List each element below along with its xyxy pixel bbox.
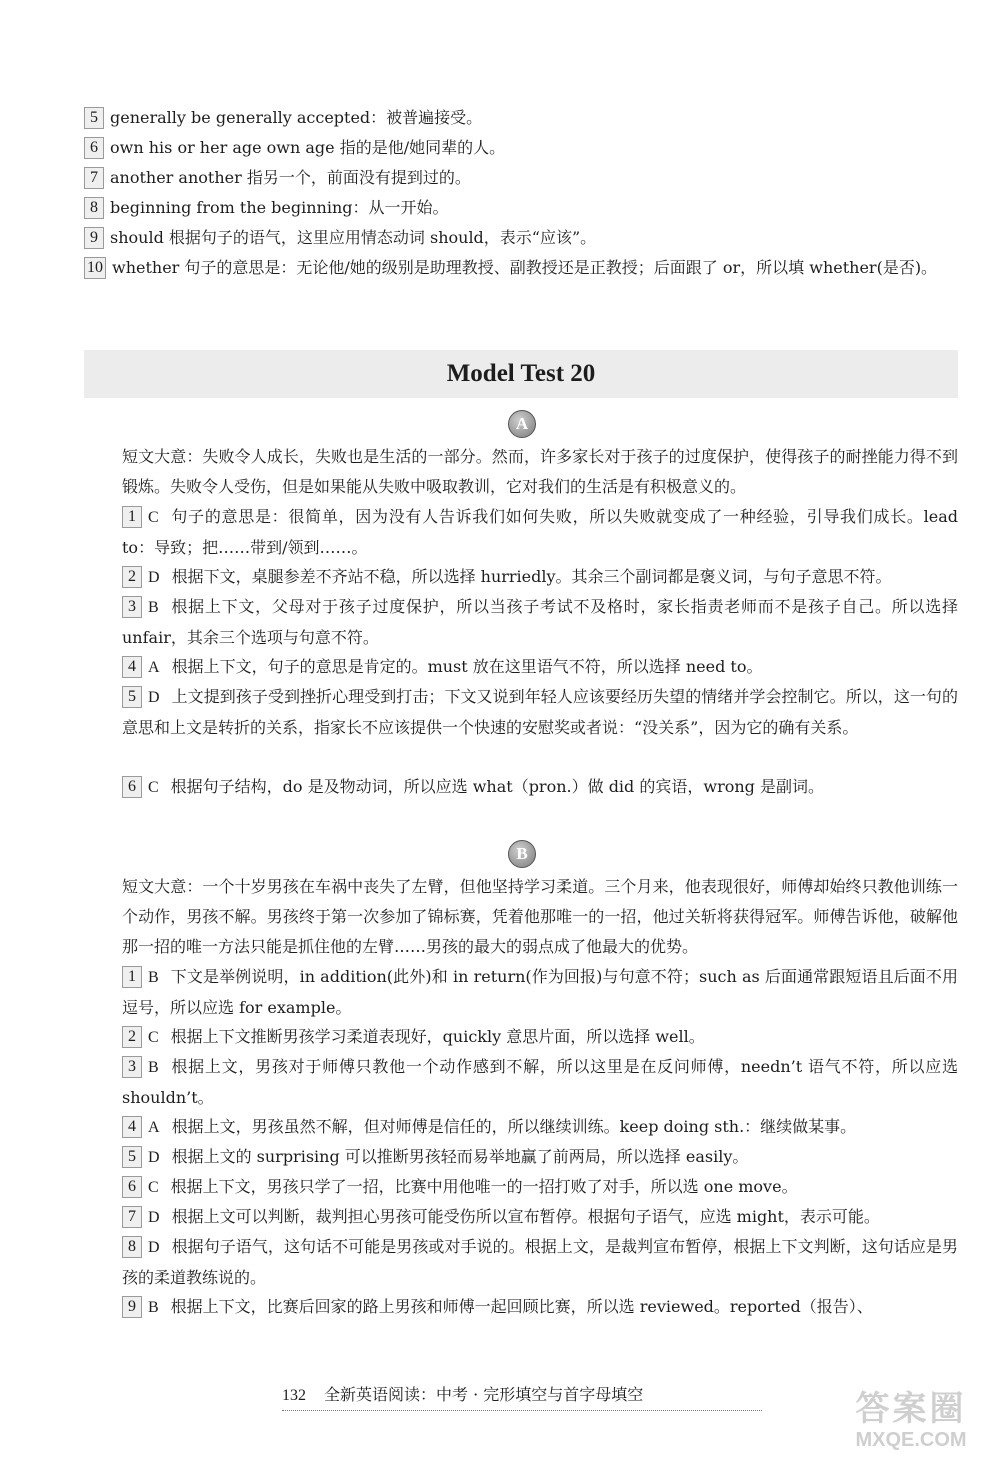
item-text: 根据上下文，男孩只学了一招，比赛中用他唯一的一招打败了对手，所以选 one move。 bbox=[170, 1177, 798, 1196]
top-item-6 bbox=[84, 133, 958, 163]
item-answer: C bbox=[148, 1179, 159, 1196]
item-answer: D bbox=[148, 1149, 160, 1166]
section-a-item bbox=[84, 652, 958, 683]
item-number: 10 bbox=[84, 257, 106, 279]
section-b-badge: B bbox=[508, 840, 536, 868]
item-text: 根据下文，桌腿参差不齐站不稳，所以选择 hurriedly。其余三个副词都是褒义词，与句子意思不符。 bbox=[171, 567, 892, 586]
item-number: 5 bbox=[84, 107, 104, 129]
item-text: 根据上下文，比赛后回家的路上男孩和师傅一起回顾比赛，所以选 reviewed。reported（报告）、 bbox=[170, 1297, 873, 1316]
item-answer: D bbox=[148, 1239, 160, 1256]
section-b-summary bbox=[84, 872, 958, 962]
summary-text: 短文大意：失败令人成长，失败也是生活的一部分。然而，许多家长对于孩子的过度保护，使得孩子的耐挫能力得不到锻炼。失败令人受伤，但是如果能从失败中吸取教训，它对我们的生活是有积极意义的。 bbox=[122, 447, 958, 496]
item-text: 根据句子结构，do 是及物动词，所以应选 what（pron.）做 did 的宾语，wrong 是副词。 bbox=[170, 777, 824, 796]
item-answer: C bbox=[148, 1029, 159, 1046]
item-text: whether 句子的意思是：无论他/她的级别是助理教授、副教授还是正教授；后面跟了 or，所以填 whether(是否)。 bbox=[112, 258, 938, 277]
section-title-band bbox=[84, 350, 958, 398]
section-a-item bbox=[84, 592, 958, 653]
item-number: 8 bbox=[122, 1236, 142, 1258]
item-number: 3 bbox=[122, 596, 142, 618]
top-item-7 bbox=[84, 163, 958, 193]
item-text: 根据上下文推断男孩学习柔道表现好，quickly 意思片面，所以选择 well。 bbox=[170, 1027, 705, 1046]
item-text: 句子的意思是：很简单，因为没有人告诉我们如何失败，所以失败就变成了一种经验，引导我们成长。lead to：导致；把……带到/领到……。 bbox=[122, 507, 958, 557]
page-footer bbox=[282, 1380, 762, 1411]
item-number: 6 bbox=[122, 776, 142, 798]
item-text: 根据上下文，句子的意思是肯定的。must 放在这里语气不符，所以选择 need to。 bbox=[171, 657, 763, 676]
section-a-badge: A bbox=[508, 410, 536, 438]
item-answer: B bbox=[148, 1059, 159, 1076]
section-b-item bbox=[84, 1292, 958, 1323]
item-text: 上文提到孩子受到挫折心理受到打击；下文又说到年轻人应该要经历失望的情绪并学会控制它。所以，这一句的意思和上文是转折的关系，指家长不应该提供一个快速的安慰奖或者说：“没关系”，因为它的确有关系。 bbox=[122, 687, 958, 737]
item-number: 8 bbox=[84, 197, 104, 219]
watermark-logo bbox=[836, 1389, 986, 1451]
top-item-10 bbox=[84, 253, 958, 283]
item-answer: C bbox=[148, 779, 159, 796]
item-number: 7 bbox=[84, 167, 104, 189]
section-b-item bbox=[84, 1112, 958, 1143]
item-answer: B bbox=[148, 599, 159, 616]
summary-text: 短文大意：一个十岁男孩在车祸中丧失了左臂，但他坚持学习柔道。三个月来，他表现很好，师傅却始终只教他训练一个动作，男孩不解。男孩终于第一次参加了锦标赛，凭着他那唯一的一招，他过关斩将获得冠军。师傅告诉他，破解他那一招的唯一方法只能是抓住他的左臂……男孩的最大的弱点成了他最大的优势。 bbox=[122, 877, 958, 956]
item-number: 6 bbox=[84, 137, 104, 159]
book-title: 全新英语阅读：中考 · 完形填空与首字母填空 bbox=[324, 1385, 644, 1404]
section-b-item bbox=[84, 1022, 958, 1053]
section-b-item bbox=[84, 1172, 958, 1203]
item-text: 根据上文的 surprising 可以推断男孩轻而易举地赢了前两局，所以选择 easily。 bbox=[171, 1147, 749, 1166]
item-text: 根据上文可以判断，裁判担心男孩可能受伤所以宣布暂停。根据句子语气，应选 might，表示可能。 bbox=[171, 1207, 880, 1226]
section-a-summary bbox=[84, 442, 958, 502]
item-answer: B bbox=[148, 1299, 159, 1316]
item-text: 根据句子语气，这句话不可能是男孩或对手说的。根据上文，是裁判宣布暂停，根据上下文判断，这句话应是男孩的柔道教练说的。 bbox=[122, 1237, 958, 1287]
item-answer: D bbox=[148, 569, 160, 586]
item-text: 根据上下文，父母对于孩子过度保护，所以当孩子考试不及格时，家长指责老师而不是孩子自己。所以选择 unfair，其余三个选项与句意不符。 bbox=[122, 597, 958, 647]
item-number: 5 bbox=[122, 686, 142, 708]
item-answer: A bbox=[148, 659, 160, 676]
item-number: 9 bbox=[122, 1296, 142, 1318]
item-answer: D bbox=[148, 689, 160, 706]
item-number: 4 bbox=[122, 1116, 142, 1138]
item-text: generally be generally accepted：被普遍接受。 bbox=[110, 108, 483, 127]
item-text: 下文是举例说明，in addition(此外)和 in return(作为回报)与句意不符；such as 后面通常跟短语且后面不用逗号，所以应选 for example。 bbox=[122, 967, 958, 1017]
item-number: 2 bbox=[122, 566, 142, 588]
section-a-item bbox=[84, 562, 958, 593]
item-number: 9 bbox=[84, 227, 104, 249]
section-a-item bbox=[84, 502, 958, 563]
page-title: Model Test 20 bbox=[446, 360, 596, 387]
item-text: should 根据句子的语气，这里应用情态动词 should，表示“应该”。 bbox=[110, 228, 597, 247]
section-a-item bbox=[84, 772, 958, 803]
item-number: 5 bbox=[122, 1146, 142, 1168]
item-answer: B bbox=[148, 969, 159, 986]
top-item-9 bbox=[84, 223, 958, 253]
item-number: 3 bbox=[122, 1056, 142, 1078]
item-answer: D bbox=[148, 1209, 160, 1226]
item-answer: C bbox=[148, 509, 159, 526]
item-number: 2 bbox=[122, 1026, 142, 1048]
item-text: 根据上文，男孩对于师傅只教他一个动作感到不解，所以这里是在反问师傅，needn’t 语气不符，所以应选 shouldn’t。 bbox=[122, 1057, 958, 1107]
top-item-5 bbox=[84, 103, 958, 133]
item-number: 7 bbox=[122, 1206, 142, 1228]
section-a-item bbox=[84, 682, 958, 743]
watermark-line2: MXQE.COM bbox=[855, 1429, 967, 1451]
top-item-8 bbox=[84, 193, 958, 223]
section-b-item bbox=[84, 1202, 958, 1233]
item-text: own his or her age own age 指的是他/她同辈的人。 bbox=[110, 138, 506, 157]
item-text: beginning from the beginning：从一开始。 bbox=[110, 198, 449, 217]
item-text: another another 指另一个，前面没有提到过的。 bbox=[110, 168, 471, 187]
page-number: 132 bbox=[282, 1387, 306, 1404]
item-number: 1 bbox=[122, 506, 142, 528]
section-b-item bbox=[84, 1142, 958, 1173]
section-b-item bbox=[84, 1232, 958, 1293]
section-b-item bbox=[84, 962, 958, 1023]
section-b-item bbox=[84, 1052, 958, 1113]
item-number: 1 bbox=[122, 966, 142, 988]
item-text: 根据上文，男孩虽然不解，但对师傅是信任的，所以继续训练。keep doing sth.：继续做某事。 bbox=[171, 1117, 857, 1136]
item-number: 4 bbox=[122, 656, 142, 678]
item-answer: A bbox=[148, 1119, 160, 1136]
item-number: 6 bbox=[122, 1176, 142, 1198]
watermark-line1: 答案圈 bbox=[855, 1390, 967, 1428]
